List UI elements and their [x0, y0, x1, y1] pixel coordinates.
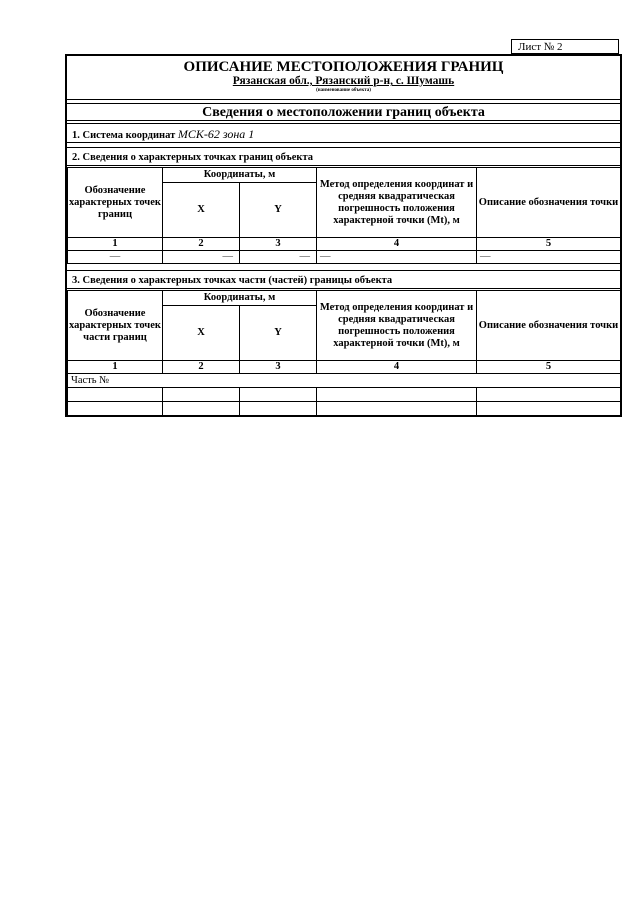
col-number: 5 [477, 361, 621, 374]
header-y: Y [240, 183, 317, 238]
col-number: 3 [240, 361, 317, 374]
header-description: Описание обозначения точки [477, 291, 621, 361]
header-designation: Обозначение характерных точек части границ [68, 291, 163, 361]
sheet-number: Лист № 2 [511, 39, 619, 54]
table-cell: — [68, 251, 163, 264]
col-number: 5 [477, 238, 621, 251]
table-cell [68, 388, 163, 402]
table-cell [317, 402, 477, 416]
table-cell [163, 388, 240, 402]
table-cell [163, 402, 240, 416]
col-number: 4 [317, 238, 477, 251]
document-title: ОПИСАНИЕ МЕСТОПОЛОЖЕНИЯ ГРАНИЦ [183, 59, 504, 75]
header-description: Описание обозначения точки [477, 168, 621, 238]
table-cell: — [317, 251, 477, 264]
object-name: Рязанская обл., Рязанский р-н, с. Шумашь [232, 75, 455, 87]
col-number: 2 [163, 361, 240, 374]
table-cell [68, 402, 163, 416]
header-x: X [163, 183, 240, 238]
section2-title: 2. Сведения о характерных точках границ объекта [67, 147, 620, 166]
table-cell: — [477, 251, 621, 264]
part-boundary-points-table [67, 290, 621, 416]
table-cell [240, 402, 317, 416]
table-cell [477, 402, 621, 416]
table-cell: — [240, 251, 317, 264]
table-cell [240, 388, 317, 402]
part-number-row: Часть № [68, 374, 621, 388]
boundary-description-form [65, 54, 622, 417]
header-coordinates: Координаты, м [163, 168, 317, 183]
coordinate-system-row [67, 123, 620, 143]
table-cell [317, 388, 477, 402]
table-cell [477, 388, 621, 402]
header-method-text: Метод определения координат и средняя квадратическая погрешность положения характерной точки (Mt), м [319, 178, 474, 226]
col-number: 4 [317, 361, 477, 374]
header-method [317, 168, 477, 238]
header-method-text: Метод определения координат и средняя квадратическая погрешность положения характерной точки (Mt), м [319, 301, 474, 349]
document-header [67, 56, 620, 100]
col-number: 1 [68, 238, 163, 251]
coordinate-system-value: МСК-62 зона 1 [177, 127, 255, 141]
header-designation: Обозначение характерных точек границ [68, 168, 163, 238]
col-number: 1 [68, 361, 163, 374]
col-number: 3 [240, 238, 317, 251]
col-number: 2 [163, 238, 240, 251]
section-heading: Сведения о местоположении границ объекта [67, 103, 620, 121]
header-x: X [163, 306, 240, 361]
header-coordinates: Координаты, м [163, 291, 317, 306]
section3-title: 3. Сведения о характерных точках части (частей) границы объекта [67, 270, 620, 289]
object-name-caption: (наименование объекта) [316, 88, 371, 93]
coordinate-system-label: 1. Система координат [72, 130, 176, 141]
boundary-points-table [67, 167, 621, 264]
header-method [317, 291, 477, 361]
table-cell: — [163, 251, 240, 264]
header-y: Y [240, 306, 317, 361]
